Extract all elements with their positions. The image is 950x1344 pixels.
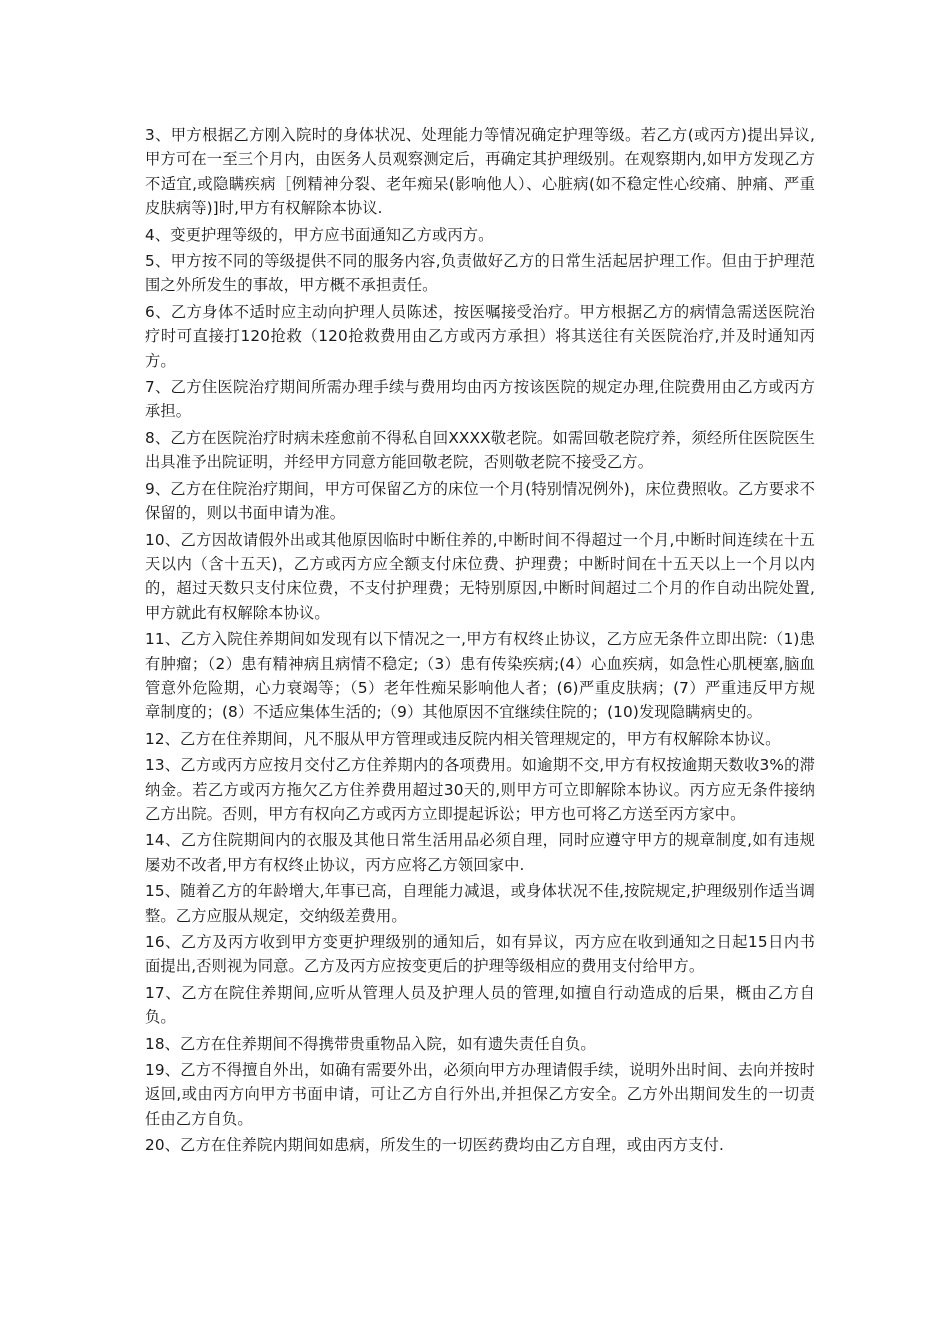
clause-12: 12、乙方在住养期间，凡不服从甲方管理或违反院内相关管理规定的，甲方有权解除本协议。 [145, 729, 781, 748]
document-body [145, 123, 815, 1160]
clause-11: 11、乙方入院住养期间如发现有以下情况之一,甲方有权终止协议，乙方应无条件立即出院:（1)患有肿瘤；（2）患有精神病且病情不稳定;（3）患有传染疾病;(4）心血疾病，如急性心肌梗塞,脑血管意外危险期，心力衰竭等；（5）老年性痴呆影响他人者；(6)严重皮肤病；(7）严重违反甲方规章制度的；(8）不适应集体生活的;（9）其他原因不宜继续住院的；(10)发现隐瞒病史的。 [145, 630, 815, 722]
clause-7: 7、乙方住医院治疗期间所需办理手续与费用均由丙方按该医院的规定办理,住院费用由乙方或丙方承担。 [145, 378, 815, 421]
clause-6: 6、乙方身体不适时应主动向护理人员陈述，按医嘱接受治疗。甲方根据乙方的病情急需送医院治疗时可直接打120抢救（120抢救费用由乙方或丙方承担）将其送往有关医院治疗,并及时通知丙方。 [145, 302, 815, 370]
clause-3: 3、甲方根据乙方刚入院时的身体状况、处理能力等情况确定护理等级。若乙方(或丙方)提出异议,甲方可在一至三个月内，由医务人员观察测定后，再确定其护理级别。在观察期内,如甲方发现乙方不适宜,或隐瞒疾病［例精神分裂、老年痴呆(影响他人）、心脏病(如不稳定性心绞痛、肿痛、严重皮肤病等)]时,甲方有权解除本协议. [145, 126, 815, 218]
clause-18: 18、乙方在住养期间不得携带贵重物品入院，如有遗失责任自负。 [145, 1034, 596, 1053]
clause-17: 17、乙方在院住养期间,应听从管理人员及护理人员的管理,如擅自行动造成的后果，概由乙方自负。 [145, 983, 815, 1027]
clause-15: 15、随着乙方的年龄增大,年事已高，自理能力减退，或身体状况不佳,按院规定,护理级别作适当调整。乙方应服从规定，交纳级差费用。 [145, 882, 815, 925]
clause-16: 16、乙方及丙方收到甲方变更护理级别的通知后，如有异议，丙方应在收到通知之日起15日内书面提出,否则视为同意。乙方及丙方应按变更后的护理等级相应的费用支付给甲方。 [145, 933, 815, 976]
clause-9: 9、乙方在住院治疗期间，甲方可保留乙方的床位一个月(特别情况例外)，床位费照收。乙方要求不保留的，则以书面申请为准。 [145, 479, 815, 523]
clause-13: 13、乙方或丙方应按月交付乙方住养期内的各项费用。如逾期不交,甲方有权按逾期天数收3%的滞纳金。若乙方或丙方拖欠乙方住养费用超过30天的,则甲方可立即解除本协议。丙方应无条件接纳乙方出院。否则，甲方有权向乙方或丙方立即提起诉讼；甲方也可将乙方送至丙方家中。 [145, 756, 815, 823]
clause-4: 4、变更护理等级的，甲方应书面通知乙方或丙方。 [145, 225, 494, 244]
clause-19: 19、乙方不得擅自外出，如确有需要外出，必须向甲方办理请假手续，说明外出时间、去向并按时返回,或由丙方向甲方书面申请，可让乙方自行外出,并担保乙方安全。乙方外出期间发生的一切责任由乙方自负。 [145, 1061, 815, 1128]
clause-8: 8、乙方在医院治疗时病未痊愈前不得私自回XXXX敬老院。如需回敬老院疗养，须经所住医院医生出具准予出院证明，并经甲方同意方能回敬老院，否则敬老院不接受乙方。 [145, 428, 815, 472]
clause-5: 5、甲方按不同的等级提供不同的服务内容,负责做好乙方的日常生活起居护理工作。但由于护理范围之外所发生的事故，甲方概不承担责任。 [145, 252, 815, 295]
clause-20: 20、乙方在住养院内期间如患病，所发生的一切医药费均由乙方自理，或由丙方支付. [145, 1136, 724, 1155]
clause-10: 10、乙方因故请假外出或其他原因临时中断住养的,中断时间不得超过一个月,中断时间连续在十五天以内（含十五天)，乙方或丙方应全额支付床位费、护理费；中断时间在十五天以上一个月以内的，超过天数只支付床位费，不支付护理费；无特别原因,中断时间超过二个月的作自动出院处置,甲方就此有权解除本协议。 [145, 530, 815, 622]
clause-14: 14、乙方住院期间内的衣服及其他日常生活用品必须自理，同时应遵守甲方的规章制度,如有违规屡劝不改者,甲方有权终止协议，丙方应将乙方领回家中. [145, 831, 815, 874]
